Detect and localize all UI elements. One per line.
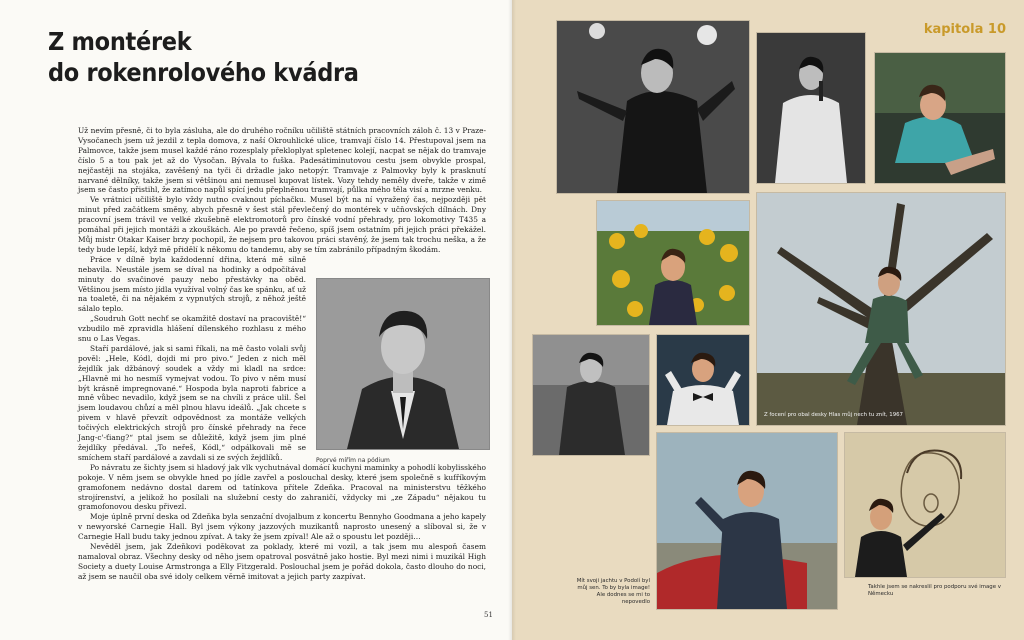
book-gutter xyxy=(508,0,516,640)
paragraph: Ve vrátnici učiliště bylo vždy nutno cvaknout píchačku. Musel být na ní vyražený čas, nejpozději pět minut před začátkem směny, abych přesně v šest stál převlečený do montérek v učňovských dílnách. Dny pracovní jsem trávil ve velké zkušebně elektromotorů pro čínské vodní přehrady, pro lokomotivy T435 a pomáhal při jejich montáži a zkouškách. Ale po pravdě řečeno, spíš jsem ostatním při jejich práci překážel. Můj mistr Otakar Kaiser brzy pochopil, že nejsem pro takovou práci stavěný, že jsem tak trochu neška, a že tedy bude lepší, když mě přidělí k někomu do tandemu, aby se tím zabránilo případným škodám. xyxy=(78,195,486,254)
white-suit-photo xyxy=(756,32,866,184)
page-number: 51 xyxy=(484,611,493,619)
tree-photo-caption: Z focení pro obal desky Hlas můj nech tu znít, 1967 xyxy=(764,412,903,418)
bowtie-photo xyxy=(656,334,750,426)
coat-photo xyxy=(532,334,650,456)
right-page xyxy=(512,0,1024,640)
title-line-2: do rokenrolového kvádra xyxy=(48,58,359,87)
paragraph: Nevěděl jsem, jak Zdeňkovi poděkovat za poklady, které mi vozil, a tak jsem mu alespoň časem namaloval obraz. Všechny desky od něho jsem opatroval posvátně jako hostie. Byl mezi nimi i muzikál High Society a duety Louise Armstronga a Elly Fitzgerald. Poslouchal jsem je pořád dokola, často dlouho do noci, až jsem se naučil oba své idoly celkem věrně imitovat a jejich party zazpívat. xyxy=(78,542,486,581)
sunflowers-photo xyxy=(596,200,750,326)
paragraph: Moje úplně první deska od Zdeňka byla senzační dvojalbum z koncertu Bennyho Goodmana a jeho kapely v newyorské Carnegie Hall. Byl jsem výkony jazzových muzikantů naprosto unesený a slíboval si, že v Carnegie Hall budu taky jednou zpívat. A taky že jsem zpíval! Ale až o spoustu let později… xyxy=(78,512,486,542)
title-line-1: Z montérek xyxy=(48,27,192,56)
car-photo xyxy=(656,432,838,610)
chapter-label: kapitola 10 xyxy=(923,22,1006,37)
sitting-color-photo xyxy=(874,52,1006,184)
paragraph: Práce v dílně byla každodenní dřina, která mě silně nebavila. Neustále jsem se díval na hodinky a odpočítával minuty do svačinové pauzy nebo přestávky na oběd. Většinou jsem místo jídla využíval volný čas ke spánku, ať už na toaletě, či na nějakém z vypnutých strojů, z něhož ještě sálalo teplo. xyxy=(78,254,306,314)
paragraph: „Soudruh Gott nechť se okamžitě dostaví na pracoviště!“ vzbudilo mě zpravidla hlášení dílenského rozhlasu z mého snu o Las Vegas. xyxy=(78,314,306,344)
stage-singer-photo xyxy=(556,20,750,194)
tree-photo xyxy=(756,192,1006,426)
car-photo-caption: Mít svoji jachtu v Podolí byl můj sen. To by byla image! Ale dodnes se mi to nepovedlo xyxy=(576,578,650,605)
paragraph: Staří pardálové, jak si sami říkali, na mě často volali svůj pověl: „Hele, Kódl, dojdi mi pro pivo.“ Jeden z nich měl žejdlík jak džbánový soudek a vždy mi kladl na srdce: „Hlavně mi ho nesmíš vymejvat vodou. To pivo v něm musí být krásně impregnované.“ Hospoda byla naproti fabrice a mně vůbec nevadilo, když jsem se na chvíli z práce ulil. Šel jsem loudavou chůzí a měl plnou hlavu ideálů. „Jak chcete s pivem v hlavě převzít odpovědnost za montáže velkých točivých elektrických strojů pro čínské přehrady na řece Jang-c'-ťiang?“ ptal jsem se důležitě, když jsem jim plné žejdlíky předával. „To neřeš, Kódl,“ odpálkovali mě se smíchem staří pardálové a zavdali si ze svých žejdlíků. xyxy=(78,343,306,462)
chapter-title xyxy=(48,26,359,88)
portrait-photo xyxy=(316,278,490,450)
sketch-photo xyxy=(844,432,1006,578)
sketch-photo-caption: Takhle jsem se nakreslil pro podporu své image v Německu xyxy=(868,584,1001,597)
paragraph: Po návratu ze šichty jsem si hladový jak vlk vychutnával domácí kuchyni maminky a pohodlí kobylisského pokoje. V něm jsem se obvykle hned po jídle zavřel a poslouchal desky, které jsem společně s kufříkovým gramofonem nedávno dostal darem od tatínkova přítele Zdeňka. Pracoval na ministerstvu těžkého strojírenství, a jelikož ho posílali na služební cesty do zahraničí, vždycky mi „ze Západu“ nějakou tu gramofonovou desku přivezl. xyxy=(78,462,486,512)
photo-caption: Poprvé mířím na pódium xyxy=(316,457,390,464)
paragraph: Už nevím přesně, či to byla zásluha, ale do druhého ročníku učiliště státních pracovních záloh č. 13 v Praze-Vysočanech jsem už jezdil z tepla domova, z naší Okrouhlické ulice, tramvají číslo 14. Přestupoval jsem na Palmovce, takže jsem musel každé ráno rozesplaly překloplyat spletenec kolejí, nacpat se nějak do tramvaje číslo 5 a tou pak jet až do Vysočan. Bývala to fuška. Padesátiminutovou cestu jsem obvykle prospal, nejčastěji na stojáka, zavěšený na tyči či držadle jako netopýr. Tramvaje z Palmovky byly k prasknutí narvané dělníky, takže jsem si většinou ani nemusel kupovat lístek. Vozy tehdy neměly dveře, takže v zimě jsem se často přistihl, že zatímco napůl spící jedu přeplněnou tramvají, půlka mého těla visí a mrzne venku. xyxy=(78,126,486,195)
